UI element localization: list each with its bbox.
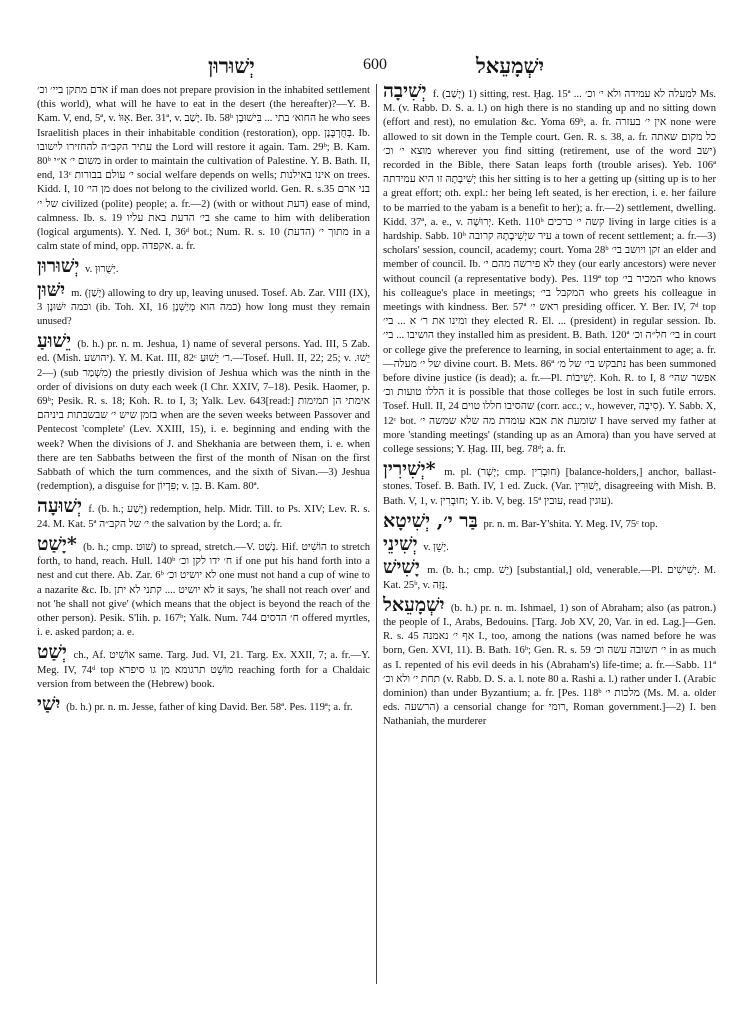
column-divider (376, 84, 377, 984)
dictionary-entry (37, 532, 370, 640)
entry-text: (b. h.) pr. n. m. Jeshua, 1) name of several persons. Yad. III, 5 Zab. ed. (Mish. יהושע). Y. M. Kat. III, 82ᶜ ר׳ יֵשׁוּעַ.—Tosef. Hull. II, 22; 25; v. יֵשׁוּ.—2) (sub מִשְׁמַר) the priestly division of Jeshua which was the ninth in the order of divisions on duty each week (I Chr. XXIV, 7–18). Pesik. Haomer, p. 69ᵇ; Pesik. R. s. 18; Koh. R. to I, 3; Yalk. Lev. 643[read:] אימתי הן תמימות בזמן שיש י׳ שבשבתות ביניהם when are the seven weeks between Passover and Pentecost 'complete' (Lev. XXIII, 15), i. e. beginning and ending with the week? When the divisions of J. and Shekhania are between them, i. e. when there are ten Sabbaths between the first of the month of Nisan on the first Sabbath of which the turn commences, and the sixth of Sivan.—3) Jeshua (redemption), a disguise for פִּדְיוֹן; v. בֵּן. B. Kam. 80ª. (37, 339, 370, 493)
entry-text: f. (b. h.; יָשַׁע) redemption, help. Midr. Till. to Ps. XIV; Lev. R. s. 24. M. Kat. 5ª י׳ של הקב״ה the salvation by the Lord; a. fr. (37, 504, 370, 530)
dictionary-entry (37, 641, 370, 692)
entry-headword: יֵשׁוּעַ (37, 330, 72, 353)
dictionary-entry (37, 278, 370, 330)
dictionary-entry (383, 84, 716, 457)
right-column (383, 84, 716, 1000)
entry-headword: יְשִׁינֵי (383, 533, 418, 556)
running-head (28, 54, 722, 88)
dictionary-entry (37, 495, 370, 531)
entry-headword: יִשּׁוּן (37, 278, 66, 301)
dictionary-entry (37, 84, 370, 254)
entry-headword: יָשִׁישׁ (383, 556, 420, 579)
entry-headword: *יְשִׁירִין (383, 458, 436, 481)
entry-headword: יִשְׁמָעֵאל (383, 593, 445, 616)
entry-text: m. pl. (יְשָׁר; cmp. חוּבְרִין) [balance-holders,] anchor, ballast-stones. Tosef. B. Bath. IV, 1 ed. Zuck. (Var. יְשׁוּרִין, disagreeing with Mish. B. Bath. V, 1, v. חוּבְרִין; Y. ib. V, beg. 15ª עובין, read עוגין). (383, 467, 716, 507)
entry-text: (b. h.; cmp. שׁוּט) to spread, stretch.—V. נָשַׁט. Hif. הוֹשִׁיט to stretch forth, to hand, reach. Hull. 140ᵇ ח׳ ידו לקן וכ׳ if one put his hand forth into a nest and cut there. Ab. Zar. 6ᵇ לא יושיט וכ׳ one must not hand a cup of wine to a nazarite &c. Ib. לא יושיט .... קתני לא יתן it says, 'he shall not reach over' and not 'he shall not give' (which means that the object is beyond the reach of the other person). Pesik. S'lih. p. 167ᵇ; Yalk. Num. 744 ח׳ הדסים offered myrtles, i. e. asked pardon; a. e. (37, 541, 370, 639)
dictionary-entry (383, 458, 716, 509)
entry-text: אדם מתקן ביי׳ וכ׳ if man does not prepare provision in the inhabited settlement (this world), what will he have to eat in the desert (the hereafter)?—Y. B. Kam. V, end, 5ª, v. אֵוּוֹ. Ber. 31ª, v. יָשַׁב. Ib. 58ᵇ החוא׳ בתי ... בִּישׁוּבָן he who sees Israelitish places in their inhabitable condition (restoration), opp. בְּחֻרְבָּנָן. Ib. עתיר הקב״ה להחזירו לישובו the Lord will restore it again. Tam. 29ᵇ; B. Kam. 80ᵇ משום י׳ א״י in order to maintain the cultivation of Palestine. Y. B. Bath. II, end, 13ᶜ י׳ עולם בבורות social welfare depends on wells; אינו באילנות on trees. Kidd. I, 10 מן הי׳ does not belong to the civilized world. Gen. R. s.35 בני ארם של י׳ civilized (polite) people; a. fr.—2) (with or without דעת) ease of mind, calmness. Ib. s. 19 בי׳ הדעת באת עליו she came to him with deliberation (logical arguments). Y. Ned. I, 36ᵈ bot.; Num. R. s. 10 (הדעת) מתוך י׳ in a calm state of mind, opp. אקפדה. a. fr. (37, 85, 370, 253)
entry-text: m. (יָשַׁן) allowing to dry up, leaving unused. Tosef. Ab. Zar. VIII (IX), 3 וכמה יִשּׁוּנָן (ib. Toh. XI, 16 כמה הוא מְיַשְּׁנָן) how long must they remain unused? (37, 287, 370, 328)
entry-headword: יִשַׁי (37, 692, 61, 715)
entry-text: v. יְשֻׁרוּן. (85, 264, 119, 276)
entry-text: v. יָשֵׁן. (423, 542, 449, 554)
entry-headword: יְשַׁט (37, 641, 67, 664)
entry-text: ch., Af. אוֹשִׁיט same. Targ. Jud. VI, 21. Targ. Ex. XXII, 7; a. fr.—Y. Meg. IV, 74ᵈ top מוֹשֵׁט תרגומא מן גו סיפרא reaching forth for a Chaldaic version from between the (Hebrew) book. (37, 650, 370, 690)
entry-headword: בַּר י׳, יְשִׁיטָא (383, 509, 478, 532)
running-head-right-word: יִשְׁמָעֵאל (475, 54, 544, 78)
dictionary-entry (37, 692, 370, 715)
entry-headword: *יָשַׁט (37, 532, 77, 555)
left-column (37, 84, 370, 1000)
dictionary-entry (383, 533, 716, 556)
dictionary-entry (383, 509, 716, 532)
entry-headword: יְשׁוּרוּן (37, 255, 80, 278)
dictionary-entry (383, 593, 716, 730)
page-number: 600 (363, 56, 387, 73)
entry-text: m. (b. h.; cmp. יֵשׁ) [substantial,] old, venerable.—Pl. יְשִׁישִׁים. M. Kat. 25ᵇ, v. נְּזַּה. (383, 565, 716, 591)
entry-headword: יְשׁוּעָה (37, 495, 82, 518)
entry-text: f. (יָשַׁב) 1) sitting, rest. Ḥag. 15ª ... למעלה לא עמידה ולא י׳ וכ׳ Ms. M. (v. Rabb. D. S. a. l.) on high there is no standing up and no sitting down (effort and rest), no emulation &c. Yoma 69ᵇ, a. fr. אין י׳ בעזרה none were allowed to sit down in the Temple court. Gen. R. s. 38, a. fr. כל מקום שאתה מוצא י׳ וכ׳ wherever you find sitting (retirement, use of the word ישב) recorded in the Bible, there Satan leaps forth (trouble arises). Yeb. 106ª יְשִׁיבָתָהּ זו היא עמידתה this her sitting is to her a getting up (sitting up is to her a great effort; oth. expl.: her being left seated, is her erection, i. e. her failure to be married to the yabam is a benefit to her); a. fr.—2) settlement, dwelling. Kidd. 37ª, a. e., v. יְרוּשָׁה. Keth. 110ᵇ קשה י׳ כרכים living in large cities is a hardship. Sabb. 10ᵇ עיר שיְשִׁיבָתָהּ קרובה a town of recent settlement; a. fr.—3) scholars' session, council, academy; court. Yoma 28ᵇ זקן ויושב בי׳ an elder and member of council. Ib. לא פירשה מהם י׳ they (our early ancestors) were never without council (a representative body). Pes. 119ª top המכיר בי׳ who knows his colleague's place in meetings; המקבל בי׳ who greets his colleague in meetings with kindness. Ber. 57ª ראש י׳ presiding officer. Y. Ber. IV, 7ᵈ top ומינו את ר׳ א ... בי׳ they elected R. El. ... (president) in regular session. Ib. הושיבו ... בי׳ they installed him as president. B. Bath. 120ª בי׳ חל״ה וכ׳ in court or college give the preference to learning, in social entertainment to age; a. fr.—של י׳ מעלה divine court. B. Mets. 86ª נתבקש בי׳ של מ׳ has been summoned before divine justice (is dead); a. fr.—Pl. יְשִׁיבוֹת. Koh. R. to I, 8 אפשר שהי׳ הללו טועות וכ׳ it is possible that those colleges be lost in such futile errors. Tosef. Hull. II, 24 שהסיבו חללו טוים (corr. acc.; v., however, סִיבָה). Y. Sabb. X, 12ᶜ bot. שומעת את אבא עומדת מה שלא שמשה י׳ I have served my father at more 'standing meetings' (standing up as an Amora) than you have served at college sessions; Y. Ḥag. III, beg. 78ᵈ; a. fr. (383, 89, 716, 456)
entry-text: pr. n. m. Bar-Y'shita. Y. Meg. IV, 75ᶜ top. (483, 518, 658, 530)
two-column-body (37, 84, 716, 1000)
entry-text: (b. h.) pr. n. m. Jesse, father of king David. Ber. 58ª. Pes. 119ª; a. fr. (66, 701, 353, 713)
running-head-left-word: יְשׁוּרוּן (208, 54, 255, 78)
dictionary-entry (37, 330, 370, 494)
entry-text: (b. h.) pr. n. m. Ishmael, 1) son of Abraham; also (as patron.) the people of I., Arabs, Bedouins. [Targ. Job XV, 20, Var. in ed. Lag.]—Gen. R. s. 45 אף י׳ נאמנה I., too, among the nations (was named before he was born, Gen. XVI, 11). B. Bath. 16ᵇ; Gen. R. s. 59 י׳ תשובה עשה וכ׳ in as much as I. repented of his evil deeds in his (Abraham's) life-time; a. fr.—Sabb. 11ª תחת י׳ ולא וכ׳ (v. Rabb. D. S. a. l. note 80 a. Rashi a. l.) rather under I. (Arabic dominion) than under Byzantium; a. fr. [Pes. 118ᵇ מלכות י׳ (Ms. M. a. older eds. הרשעה) a censorial change for רומי, Roman government.]—2) I. ben Nathaniah, the murderer (383, 602, 716, 728)
dictionary-entry (383, 556, 716, 592)
entry-headword: יְשִׁיבָה (383, 84, 427, 102)
dictionary-entry (37, 255, 370, 278)
